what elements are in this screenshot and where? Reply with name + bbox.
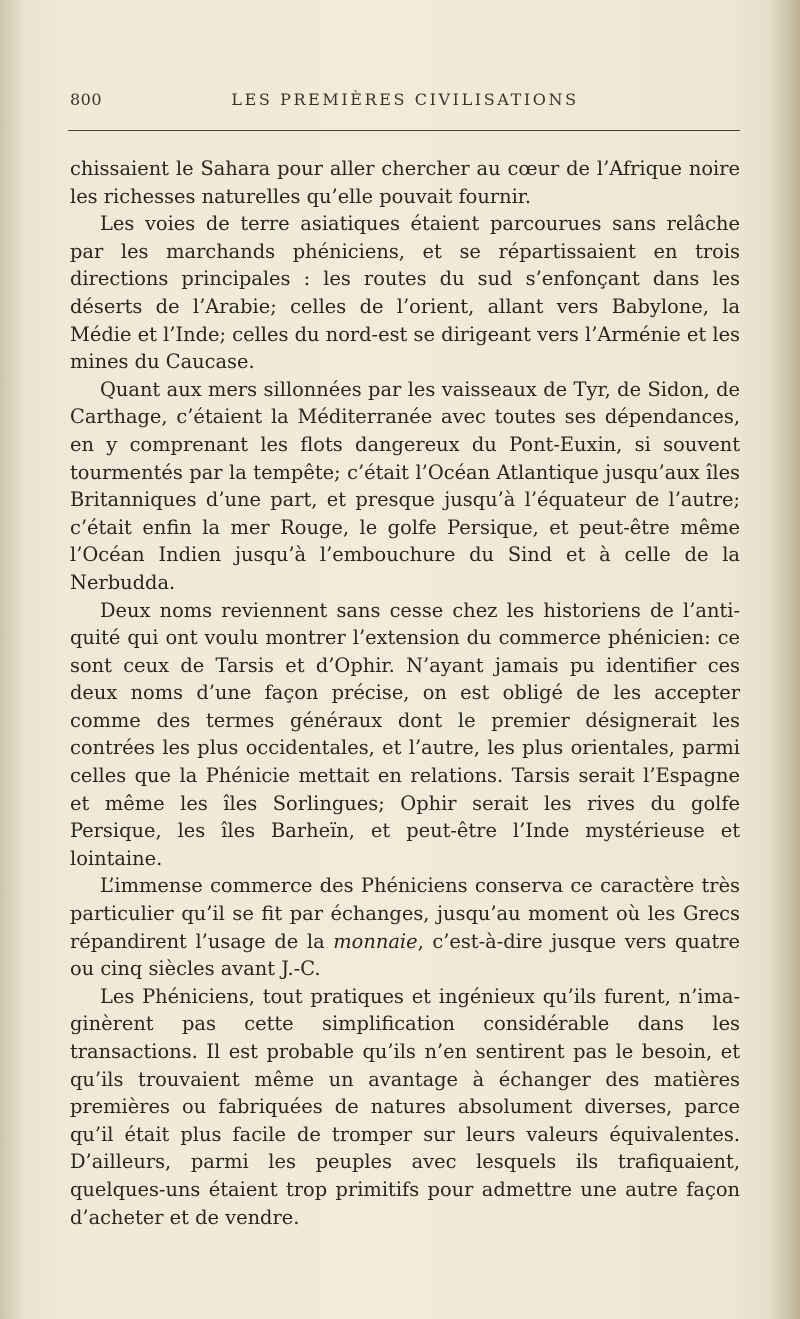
- paragraph-2: Les voies de terre asiatiques étaient parcourues sans relâche par les marchands phéniciens, et se répartissaient en trois directions principales : les routes du sud s’enfonçant dans les déserts de l’Arabie; celles de l’orient, allant vers Babylone, la Médie et l’Inde; celles du nord-est se dirigeant vers l’Arménie et les mines du Caucase.: [70, 212, 740, 374]
- page-header: [70, 90, 740, 116]
- paragraph-5-text-before: L’immense commerce des Phéniciens conserva ce caractère très particulier qu’il se fit par échanges, jusqu’au moment où les Grecs répandirent l’usage de la: [70, 874, 740, 953]
- paragraph-5-italic-term: monnaie: [333, 929, 418, 953]
- running-title: LES PREMIÈRES CIVILISATIONS: [231, 90, 579, 109]
- paragraph-6: Les Phéniciens, tout pratiques et ingénieux qu’ils furent, n’ima-ginèrent pas cette simplification considérable dans les transactions. Il est probable qu’ils n’en sentirent pas le besoin, et qu’ils trouvaient même un avantage à échanger des matières premières ou fabriquées de natures absolument diverses, parce qu’il était plus facile de tromper sur leurs valeurs équivalentes. D’ailleurs, parmi les peuples avec lesquels ils trafiquaient, quelques-uns étaient trop primitifs pour admettre une autre façon d’acheter et de vendre.: [70, 984, 740, 1229]
- paragraph-1: chissaient le Sahara pour aller chercher au cœur de l’Afrique noire les richesses naturelles qu’elle pouvait fournir.: [70, 157, 740, 208]
- header-rule: [68, 130, 740, 131]
- paragraph-5-text-after: , c’est-à-dire jusque vers quatre ou cinq siècles avant J.-C.: [70, 929, 740, 981]
- paragraph-5: [70, 872, 740, 982]
- page-gutter-shadow: [0, 0, 24, 1319]
- paragraph-3: Quant aux mers sillonnées par les vaisseaux de Tyr, de Sidon, de Carthage, c’étaient la Méditerranée avec toutes ses dépendances, en y comprenant les flots dangereux du Pont-Euxin, si souvent tourmentés par la tempête; c’était l’Océan Atlantique jusqu’aux îles Britanniques d’une part, et presque jusqu’à l’équateur de l’autre; c’était enfin la mer Rouge, le golfe Persique, et peut-être même l’Océan Indien jusqu’à l’embouchure du Sind et à celle de la Nerbudda.: [70, 377, 740, 594]
- paragraph-4: Deux noms reviennent sans cesse chez les historiens de l’anti-quité qui ont voulu montrer l’extension du commerce phénicien: ce sont ceux de Tarsis et d’Ophir. N’ayant jamais pu identifier ces deux noms d’une façon précise, on est obligé de les accepter comme des termes généraux dont le premier désignerait les contrées les plus occidentales, et l’autre, les plus orientales, parmi celles que la Phénicie mettait en relations. Tarsis serait l’Espagne et même les îles Sorlingues; Ophir serait les rives du golfe Persique, les îles Barheïn, et peut-être l’Inde mystérieuse et lointaine.: [70, 598, 740, 870]
- page-edge-shadow: [770, 0, 800, 1319]
- page-number: 800: [70, 90, 103, 109]
- body-text: [70, 155, 740, 1231]
